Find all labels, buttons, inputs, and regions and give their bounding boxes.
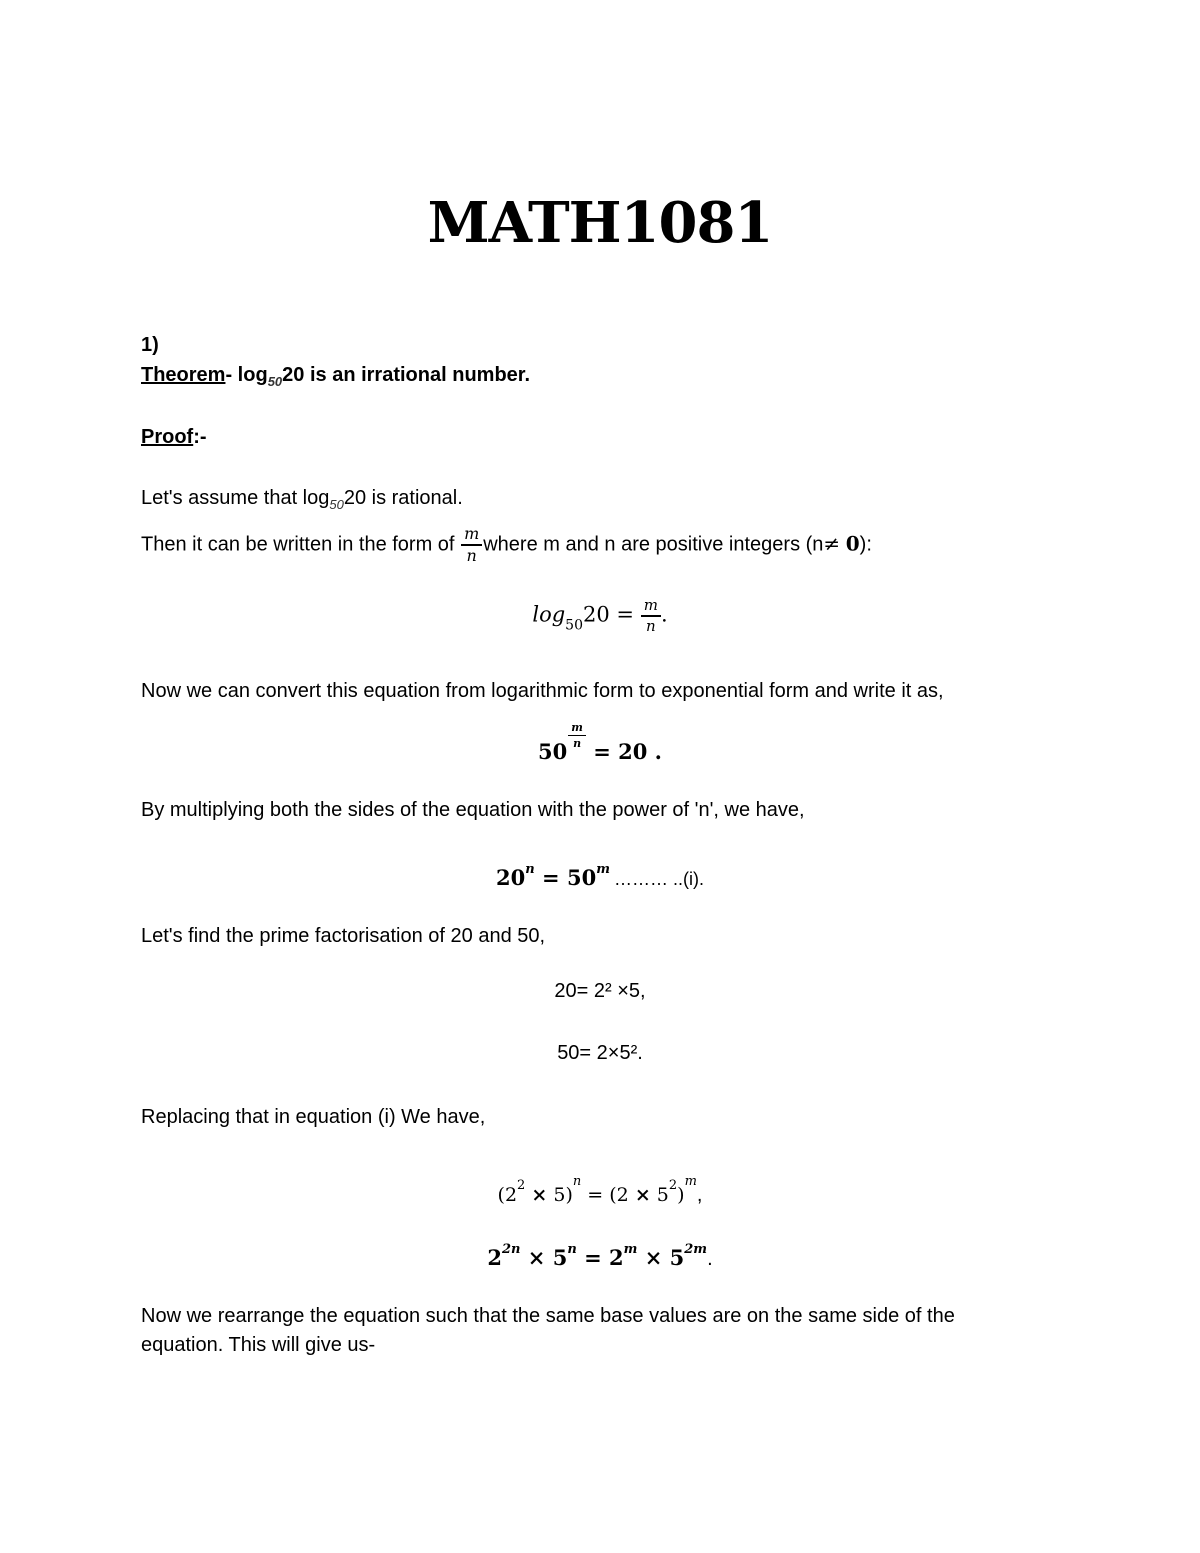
proof-label: Proof (141, 426, 194, 448)
period: . (660, 602, 668, 627)
theorem-label: Theorem (141, 364, 226, 386)
period: . (707, 1248, 713, 1270)
form-text-c: ): (859, 533, 872, 556)
equals-sign: = (587, 1184, 604, 1206)
exponent-2m: 2m (684, 1242, 708, 1257)
equals-sign: = (593, 739, 611, 764)
right-paren: ) (565, 1184, 573, 1206)
left-paren: ( (609, 1184, 617, 1206)
exponent-m: m (684, 1174, 697, 1189)
assume-line (141, 484, 463, 519)
assume-text-a: Let's assume that log (141, 487, 330, 509)
equation-substituted (0, 1174, 1200, 1207)
comma: , (696, 1184, 703, 1206)
rearrange-line-2: equation. This will give us- (141, 1334, 376, 1356)
exponent-n: n (572, 1174, 582, 1189)
convert-line: Now we can convert this equation from logarithmic form to exponential form and write it as, (141, 680, 944, 702)
fraction-denominator: n (466, 546, 477, 565)
equation-exponential-form (0, 722, 1200, 764)
left-paren: ( (497, 1184, 505, 1206)
exponent-n: n (567, 1242, 577, 1257)
times-sign: × (634, 1184, 651, 1206)
theorem-log-base: 50 (267, 374, 283, 389)
zero-value: 0 (845, 531, 860, 556)
fraction-denominator: n (573, 737, 582, 750)
theorem-statement (141, 361, 530, 396)
exponent-two: 2 (517, 1178, 526, 1193)
log-argument: 20 (583, 602, 610, 627)
equals-sign: = (616, 602, 635, 627)
theorem-log: - log (225, 364, 268, 386)
base-five: 5 (553, 1184, 566, 1206)
form-text-a: Then it can be written in the form of (141, 533, 455, 556)
proof-heading (141, 423, 207, 451)
proof-separator: :- (193, 426, 207, 448)
fraction-numerator: m (461, 526, 482, 546)
base-five: 5 (552, 1245, 568, 1270)
form-line (141, 526, 872, 564)
exponent-fraction (568, 722, 586, 749)
exponent-m: m (623, 1242, 638, 1257)
base-fifty: 50 (538, 739, 568, 764)
base-two: 2 (504, 1184, 518, 1206)
not-equal-sign: ≠ (823, 531, 841, 556)
rearrange-line-1: Now we rearrange the equation such that the same base values are on the same side of the (141, 1305, 955, 1327)
equation-i-math (496, 862, 610, 890)
fraction-numerator: m (568, 722, 586, 736)
base-two: 2 (609, 1245, 624, 1270)
prime-line: Let's find the prime factorisation of 20 and 50, (141, 925, 546, 947)
value-twenty: 20 (618, 739, 648, 764)
base-two: 2 (616, 1184, 629, 1206)
fraction-numerator: m (641, 598, 661, 617)
m-over-n-fraction (461, 526, 482, 564)
m-over-n-fraction (641, 598, 661, 634)
factorisation-fifty: 50= 2×5². (557, 1042, 643, 1064)
equation-log-form (0, 598, 1200, 634)
times-sign: × (644, 1245, 663, 1270)
exponent-n: n (525, 862, 535, 877)
replacing-line: Replacing that in equation (i) We have, (141, 1106, 486, 1128)
right-paren: ) (677, 1184, 685, 1206)
equation-i (0, 862, 1200, 890)
times-sign: × (531, 1184, 548, 1206)
log-base: 50 (565, 617, 583, 634)
base-twenty: 20 (496, 865, 526, 890)
exponent-m: m (596, 862, 610, 877)
question-number: 1) (141, 334, 159, 356)
base-fifty: 50 (566, 865, 597, 890)
form-text-b: where m and n are positive integers (n (483, 533, 824, 556)
period: . (654, 739, 662, 764)
assume-text-b: 20 is rational. (343, 487, 463, 509)
assume-log-base: 50 (329, 497, 344, 512)
factorisation-twenty: 20= 2² ×5, (554, 980, 646, 1002)
exponent-two: 2 (668, 1178, 678, 1193)
theorem-text: 20 is an irrational number. (282, 364, 531, 386)
base-two: 2 (487, 1245, 502, 1270)
equation-expanded (0, 1242, 1200, 1271)
fraction-denominator: n (646, 617, 656, 635)
times-sign: × (527, 1245, 546, 1270)
log-symbol: log (532, 602, 566, 627)
equals-sign: = (542, 865, 560, 890)
equation-label-i: ……… ..(i). (613, 869, 704, 889)
equals-sign: = (584, 1245, 602, 1270)
base-five: 5 (669, 1245, 685, 1270)
base-five: 5 (656, 1184, 669, 1206)
multiply-line: By multiplying both the sides of the equation with the power of 'n', we have, (141, 799, 805, 821)
document-title: MATH1081 (427, 190, 773, 256)
exponent-2n: 2n (501, 1242, 521, 1257)
